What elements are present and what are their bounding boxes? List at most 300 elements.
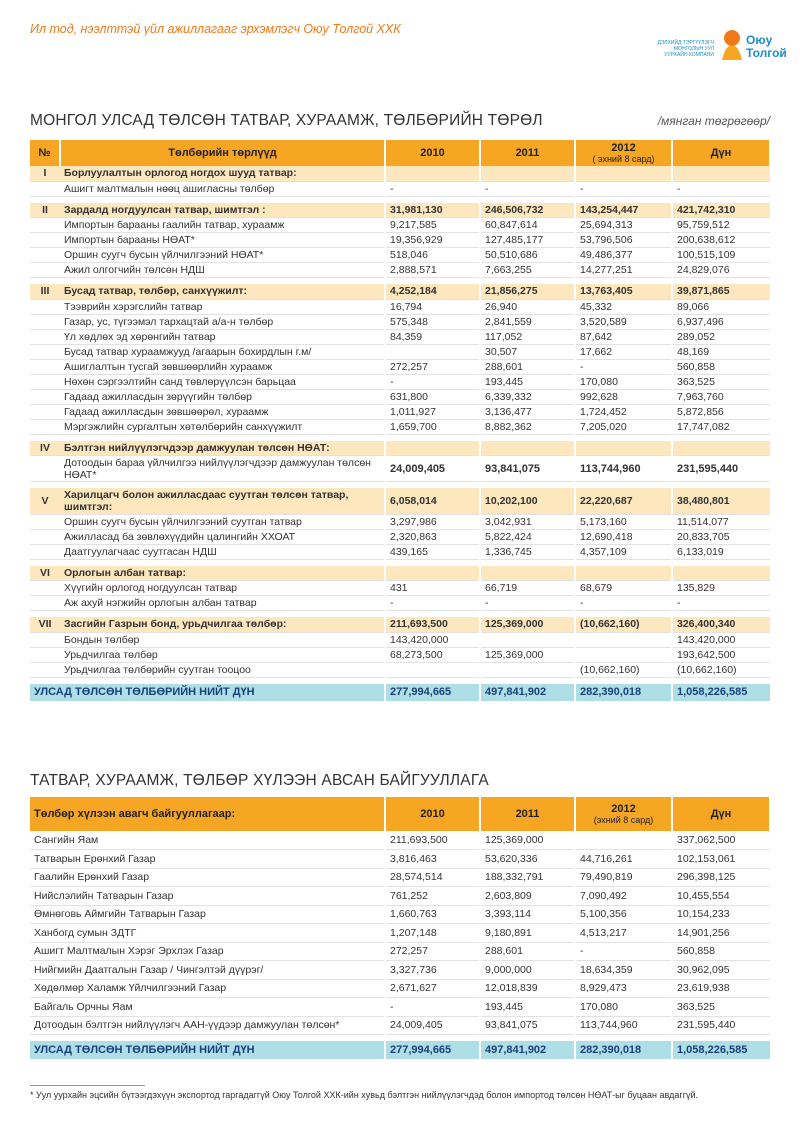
group-row [30,441,770,456]
grand-total2-total: 1,058,226,585 [672,1041,770,1059]
recipient-value-v2010: 272,257 [385,942,480,961]
table-row [30,419,770,434]
recipient-label: Дотоодын бэлтгэн нийлүүлэгч ААН-үүдээр дамжуулан төлсөн* [30,1016,385,1035]
group-label: Бусад татвар, төлбөр, санхүүжилт: [60,284,385,299]
footnote: * Уул уурхайн эцсийн бүтээгдэхүүн экспортод гаргадаггүй Оюу Толгой ХХК-ийн хувьд бэлтгэн нийлүүлэгчдэд болон импортод төлсөн НӨАТ-ыг буцаан авдаггүй. [30,1090,699,1100]
row-value-total: 135,829 [672,581,770,596]
table-row [30,544,770,559]
group-label: Орлогын албан татвар: [60,566,385,581]
row-label: Аж ахуй нэгжийн орлогын албан татвар [60,596,385,611]
row-value-total: 193,642,500 [672,647,770,662]
recipient-label: Татварын Ерөнхий Газар [30,850,385,869]
recipient-label: Хөдөлмөр Халамж Үйлчилгээний Газар [30,979,385,998]
row-value-v2012: 992,628 [575,389,672,404]
row-spacer [30,248,60,263]
row-label: Импортын барааны НӨАТ* [60,233,385,248]
row-label: Ашиглалтын тусгай зөвшөөрлийн хураамж [60,359,385,374]
group-value-total [672,166,770,181]
row-value-total: - [672,181,770,196]
row-value-v2012: 1,724,452 [575,404,672,419]
row-label: Газар, ус, түгээмэл тархацтай а/а-н төлбөр [60,314,385,329]
grand-total-label: УЛСАД ТӨЛСӨН ТӨЛБӨРИЙН НИЙТ ДҮН [30,684,385,701]
row-value-v2011: - [480,181,575,196]
recipient-row [30,905,770,924]
group-value-v2012 [575,166,672,181]
row-spacer [30,389,60,404]
recipient-row [30,942,770,961]
row-value-v2011 [480,632,575,647]
group-value-v2010 [385,441,480,456]
row-spacer [30,419,60,434]
row-value-v2010: 68,273,500 [385,647,480,662]
row-spacer [30,544,60,559]
recipient-value-v2012: 113,744,960 [575,1016,672,1035]
col2-header-2010: 2010 [385,797,480,831]
grand-total-row-2 [30,1041,770,1059]
row-value-v2012: 17,662 [575,344,672,359]
row-value-v2010: 631,800 [385,389,480,404]
group-label: Борлуулалтын орлогод ногдох шууд татвар: [60,166,385,181]
table-row [30,181,770,196]
table-row [30,344,770,359]
group-value-v2011: 246,506,732 [480,203,575,218]
col-header-type: Төлбөрийн төрлүүд [60,140,385,166]
table-row [30,596,770,611]
recipient-value-v2012: 170,080 [575,998,672,1017]
col-header-2010: 2010 [385,140,480,166]
row-value-total: 289,052 [672,329,770,344]
recipient-value-v2010: - [385,998,480,1017]
col-header-2011: 2011 [480,140,575,166]
group-value-v2011: 125,369,000 [480,617,575,632]
logo-subtitle: ДЭЛХИЙД ТЭРГҮҮЛЭГЧ МОНГОЛЫН УУЛ УУРХАЙН КОМПАНИ [657,40,714,58]
group-value-v2010 [385,166,480,181]
row-value-v2010: 2,888,571 [385,263,480,278]
row-value-v2012: 7,205,020 [575,419,672,434]
row-value-total: 200,638,612 [672,233,770,248]
row-value-v2012: 4,357,109 [575,544,672,559]
row-value-v2011: - [480,596,575,611]
row-value-v2010: - [385,181,480,196]
row-value-v2010: 24,009,405 [385,456,480,482]
row-spacer [30,596,60,611]
row-spacer [30,456,60,482]
row-value-v2010: 9,217,585 [385,218,480,233]
group-value-total: 421,742,310 [672,203,770,218]
row-value-v2010: 2,320,863 [385,529,480,544]
row-value-v2012: - [575,181,672,196]
row-spacer [30,529,60,544]
recipient-value-total: 10,455,554 [672,887,770,906]
row-label: Тээврийн хэрэгслийн татвар [60,299,385,314]
group-value-v2012 [575,566,672,581]
row-value-total: - [672,596,770,611]
col2-header-2012-year: 2012 [611,802,636,815]
recipient-label: Нийслэлийн Татварын Газар [30,887,385,906]
row-value-v2011 [480,662,575,677]
group-value-v2010: 4,252,184 [385,284,480,299]
group-value-total: 38,480,801 [672,488,770,514]
group-value-v2010: 6,058,014 [385,488,480,514]
recipient-row [30,1016,770,1035]
group-value-v2011 [480,166,575,181]
recipient-label: Нийгмийн Даатгалын Газар / Чингэлтэй дүүрэг/ [30,961,385,980]
recipient-row [30,924,770,943]
row-value-v2010: - [385,596,480,611]
group-row [30,566,770,581]
group-value-v2011: 21,856,275 [480,284,575,299]
table-row [30,389,770,404]
row-value-v2010: 1,011,927 [385,404,480,419]
group-row [30,488,770,514]
col2-header-2012 [575,797,672,831]
row-value-total: 89,066 [672,299,770,314]
row-label: Хүүгийн орлогод ногдуулсан татвар [60,581,385,596]
row-value-v2012: 68,679 [575,581,672,596]
group-label: Харилцагч болон ажилласдаас суутган төлсөн татвар, шимтгэл: [60,488,385,514]
row-value-v2012: 53,796,506 [575,233,672,248]
grand-total-label-2: УЛСАД ТӨЛСӨН ТӨЛБӨРИЙН НИЙТ ДҮН [30,1041,385,1059]
recipient-value-v2011: 93,841,075 [480,1016,575,1035]
logo-name [746,34,787,60]
grand-total-total: 1,058,226,585 [672,684,770,701]
recipient-label: Байгаль Орчны Яам [30,998,385,1017]
row-spacer [30,329,60,344]
group-number: II [30,203,60,218]
row-value-total: 100,515,109 [672,248,770,263]
recipient-value-v2010: 761,252 [385,887,480,906]
group-value-v2012: 13,763,405 [575,284,672,299]
row-value-v2012: 87,642 [575,329,672,344]
row-value-v2011: 1,336,745 [480,544,575,559]
row-value-v2012: - [575,596,672,611]
table-row [30,662,770,677]
recipient-value-v2011: 288,601 [480,942,575,961]
row-label: Гадаад ажилласдын зөвшөөрөл, хураамж [60,404,385,419]
row-value-v2011: 93,841,075 [480,456,575,482]
table-header-row [30,140,770,166]
recipient-label: Ханбогд сумын ЗДТГ [30,924,385,943]
row-spacer [30,359,60,374]
grand-total-v2011: 497,841,902 [480,684,575,701]
col2-header-2012-note: (эхний 8 сард) [593,814,654,825]
row-label: Ажил олгогчийн төлсөн НДШ [60,263,385,278]
group-value-v2012 [575,441,672,456]
group-value-v2010: 31,981,130 [385,203,480,218]
group-label: Бэлтгэн нийлүүлэгчдээр дамжуулан төлсөн НӨАТ: [60,441,385,456]
group-number: VII [30,617,60,632]
row-label: Оршин суугч бусын үйлчилгээний суутган татвар [60,514,385,529]
recipient-value-v2010: 3,816,463 [385,850,480,869]
row-spacer [30,647,60,662]
recipient-value-total: 560,858 [672,942,770,961]
group-number: IV [30,441,60,456]
row-label: Үл хөдлөх эд хөрөнгийн татвар [60,329,385,344]
table-row [30,299,770,314]
row-value-total: 17,747,082 [672,419,770,434]
table-row [30,374,770,389]
row-value-v2012 [575,632,672,647]
group-row [30,203,770,218]
group-value-v2012: 143,254,447 [575,203,672,218]
row-spacer [30,514,60,529]
row-label: Оршин суугч бусын үйлчилгээний НӨАТ* [60,248,385,263]
group-value-v2012: (10,662,160) [575,617,672,632]
row-value-v2011: 127,485,177 [480,233,575,248]
recipient-value-total: 337,062,500 [672,831,770,850]
recipient-value-total: 23,619,938 [672,979,770,998]
group-value-total: 39,871,865 [672,284,770,299]
section2-title: ТАТВАР, ХУРААМЖ, ТӨЛБӨР ХҮЛЭЭН АВСАН БАЙГУУЛЛАГА [30,772,489,789]
row-value-v2010: 143,420,000 [385,632,480,647]
row-spacer [30,662,60,677]
row-value-total: 6,937,496 [672,314,770,329]
col-header-total: Дүн [672,140,770,166]
row-value-v2011: 3,042,931 [480,514,575,529]
row-spacer [30,218,60,233]
row-value-v2011: 8,882,362 [480,419,575,434]
recipient-row [30,887,770,906]
row-value-v2012: 14,277,251 [575,263,672,278]
col-header-no: № [30,140,60,166]
recipient-label: Өмнөговь Аймгийн Татварын Газар [30,905,385,924]
row-value-total: 560,858 [672,359,770,374]
row-value-total: 231,595,440 [672,456,770,482]
recipient-value-v2010: 211,693,500 [385,831,480,850]
row-label: Урьдчилгаа төлбөрийн суутган тооцоо [60,662,385,677]
row-spacer [30,314,60,329]
recipient-row [30,998,770,1017]
row-value-v2010: - [385,374,480,389]
recipient-row [30,868,770,887]
row-value-v2011: 30,507 [480,344,575,359]
recipient-value-v2011: 3,393,114 [480,905,575,924]
table-row [30,404,770,419]
row-value-v2011: 60,847,614 [480,218,575,233]
row-value-v2011: 193,445 [480,374,575,389]
row-value-total: 7,963,760 [672,389,770,404]
recipient-value-total: 10,154,233 [672,905,770,924]
group-value-v2010: 211,693,500 [385,617,480,632]
row-value-total: 24,829,076 [672,263,770,278]
row-value-v2010: 272,257 [385,359,480,374]
tax-types-table [30,140,771,701]
recipient-value-v2010: 1,660,763 [385,905,480,924]
row-value-total: 11,514,077 [672,514,770,529]
section1-title: МОНГОЛ УЛСАД ТӨЛСӨН ТАТВАР, ХУРААМЖ, ТӨЛБӨРИЙН ТӨРӨЛ [30,112,543,129]
row-spacer [30,263,60,278]
row-label: Гадаад ажилласдын зөрүүгийн төлбөр [60,389,385,404]
group-value-v2010 [385,566,480,581]
table-row [30,632,770,647]
grand-total2-v2010: 277,994,665 [385,1041,480,1059]
table2-header-row [30,797,770,831]
col2-header-org: Төлбөр хүлээн авагч байгууллагаар: [30,797,385,831]
row-value-v2012: 170,080 [575,374,672,389]
recipient-row [30,831,770,850]
table-row [30,263,770,278]
recipient-value-total: 14,901,256 [672,924,770,943]
row-label: Дотоодын бараа үйлчилгээ нийлүүлэгчдээр дамжуулан төлсөн НӨАТ* [60,456,385,482]
grand-total2-v2011: 497,841,902 [480,1041,575,1059]
row-value-v2010: 439,165 [385,544,480,559]
row-value-v2011: 66,719 [480,581,575,596]
row-value-v2010 [385,662,480,677]
row-value-total: 5,872,856 [672,404,770,419]
row-value-v2011: 6,339,332 [480,389,575,404]
group-number: VI [30,566,60,581]
table-row [30,581,770,596]
row-value-v2011: 117,052 [480,329,575,344]
row-value-v2011: 7,663,255 [480,263,575,278]
row-spacer [30,581,60,596]
logo-mark-icon [718,28,746,62]
row-value-total: 20,833,705 [672,529,770,544]
table-row [30,248,770,263]
recipient-value-total: 30,962,095 [672,961,770,980]
row-spacer [30,632,60,647]
recipient-value-v2011: 9,180,891 [480,924,575,943]
recipient-value-total: 102,153,061 [672,850,770,869]
recipient-value-v2012: - [575,942,672,961]
row-value-v2012: 3,520,589 [575,314,672,329]
row-value-total: 48,169 [672,344,770,359]
recipient-row [30,961,770,980]
group-value-total [672,441,770,456]
recipient-value-v2012: 4,513,217 [575,924,672,943]
row-value-total: 95,759,512 [672,218,770,233]
col2-header-2011: 2011 [480,797,575,831]
table-row [30,218,770,233]
recipient-value-v2011: 9,000,000 [480,961,575,980]
row-spacer [30,404,60,419]
recipient-value-total: 231,595,440 [672,1016,770,1035]
recipient-label: Сангийн Яам [30,831,385,850]
grand-total-row [30,684,770,701]
group-row [30,284,770,299]
row-value-total: (10,662,160) [672,662,770,677]
recipient-label: Ашигт Малтмалын Хэрэг Эрхлэх Газар [30,942,385,961]
row-label: Ашигт малтмалын нөөц ашигласны төлбөр [60,181,385,196]
row-value-v2010: 575,348 [385,314,480,329]
row-label: Импортын барааны гаалийн татвар, хураамж [60,218,385,233]
recipient-row [30,850,770,869]
row-value-v2010: 1,659,700 [385,419,480,434]
grand-total-v2010: 277,994,665 [385,684,480,701]
recipient-label: Гаалийн Ерөнхий Газар [30,868,385,887]
recipient-value-v2012: 5,100,356 [575,905,672,924]
recipient-value-v2010: 28,574,514 [385,868,480,887]
row-label: Мэргэжлийн сургалтын хөтөлбөрийн санхүүжилт [60,419,385,434]
recipient-value-v2011: 12,018,839 [480,979,575,998]
row-label: Бондын төлбөр [60,632,385,647]
row-value-v2010: 431 [385,581,480,596]
group-label: Засгийн Газрын бонд, урьдчилгаа төлбөр: [60,617,385,632]
table-row [30,647,770,662]
recipient-value-v2010: 2,671,627 [385,979,480,998]
row-value-v2011: 50,510,686 [480,248,575,263]
row-value-v2011: 26,940 [480,299,575,314]
row-value-v2011: 5,822,424 [480,529,575,544]
recipient-value-v2012: 8,929,473 [575,979,672,998]
recipient-value-v2012 [575,831,672,850]
recipient-value-v2011: 193,445 [480,998,575,1017]
row-value-v2012: (10,662,160) [575,662,672,677]
group-label: Зардалд ногдуулсан татвар, шимтгэл : [60,203,385,218]
recipient-value-total: 363,525 [672,998,770,1017]
row-value-total: 6,133,019 [672,544,770,559]
row-value-v2011: 125,369,000 [480,647,575,662]
recipient-value-v2010: 3,327,736 [385,961,480,980]
row-value-v2011: 288,601 [480,359,575,374]
row-value-total: 143,420,000 [672,632,770,647]
unit-note: /мянган төгрөгөөр/ [657,114,770,128]
row-value-v2012: 12,690,418 [575,529,672,544]
row-value-v2011: 3,136,477 [480,404,575,419]
table-row [30,233,770,248]
company-logo [650,26,787,74]
row-value-v2010: 3,297,986 [385,514,480,529]
logo-name-line1: Оюу [746,33,773,47]
group-number: III [30,284,60,299]
table-row [30,456,770,482]
group-number: V [30,488,60,514]
recipient-value-v2011: 53,620,336 [480,850,575,869]
group-row [30,166,770,181]
recipient-value-v2010: 1,207,148 [385,924,480,943]
group-number: I [30,166,60,181]
col-header-2012-year: 2012 [611,141,636,154]
row-value-total: 363,525 [672,374,770,389]
group-value-total: 326,400,340 [672,617,770,632]
group-value-v2011: 10,202,100 [480,488,575,514]
row-value-v2010 [385,344,480,359]
row-label: Урьдчилгаа төлбөр [60,647,385,662]
recipient-row [30,979,770,998]
recipient-value-v2011: 2,603,809 [480,887,575,906]
row-spacer [30,181,60,196]
row-value-v2010: 19,356,929 [385,233,480,248]
logo-name-line2: Толгой [746,46,787,60]
row-spacer [30,374,60,389]
table-row [30,359,770,374]
row-spacer [30,344,60,359]
row-spacer [30,233,60,248]
row-value-v2012: - [575,359,672,374]
footnote-divider [30,1085,145,1086]
row-label: Даатгуулагчаас суутгасан НДШ [60,544,385,559]
row-value-v2012: 45,332 [575,299,672,314]
group-value-total [672,566,770,581]
recipient-value-v2011: 188,332,791 [480,868,575,887]
recipient-value-v2012: 44,716,261 [575,850,672,869]
row-spacer [30,299,60,314]
recipient-value-total: 296,398,125 [672,868,770,887]
table-row [30,514,770,529]
row-label: Ажилласад ба зөвлөхүүдийн цалингийн ХХОАТ [60,529,385,544]
grand-total-v2012: 282,390,018 [575,684,672,701]
col-header-2012-note: ( эхний 8 сард) [592,153,655,164]
row-value-v2012 [575,647,672,662]
row-value-v2010: 16,794 [385,299,480,314]
recipient-value-v2012: 7,090,492 [575,887,672,906]
row-value-v2012: 5,173,160 [575,514,672,529]
row-value-v2012: 25,694,313 [575,218,672,233]
row-label: Бусад татвар хураамжууд /агаарын бохирдлын г.м/ [60,344,385,359]
row-value-v2012: 113,744,960 [575,456,672,482]
row-value-v2010: 84,359 [385,329,480,344]
col-header-2012 [575,140,672,166]
